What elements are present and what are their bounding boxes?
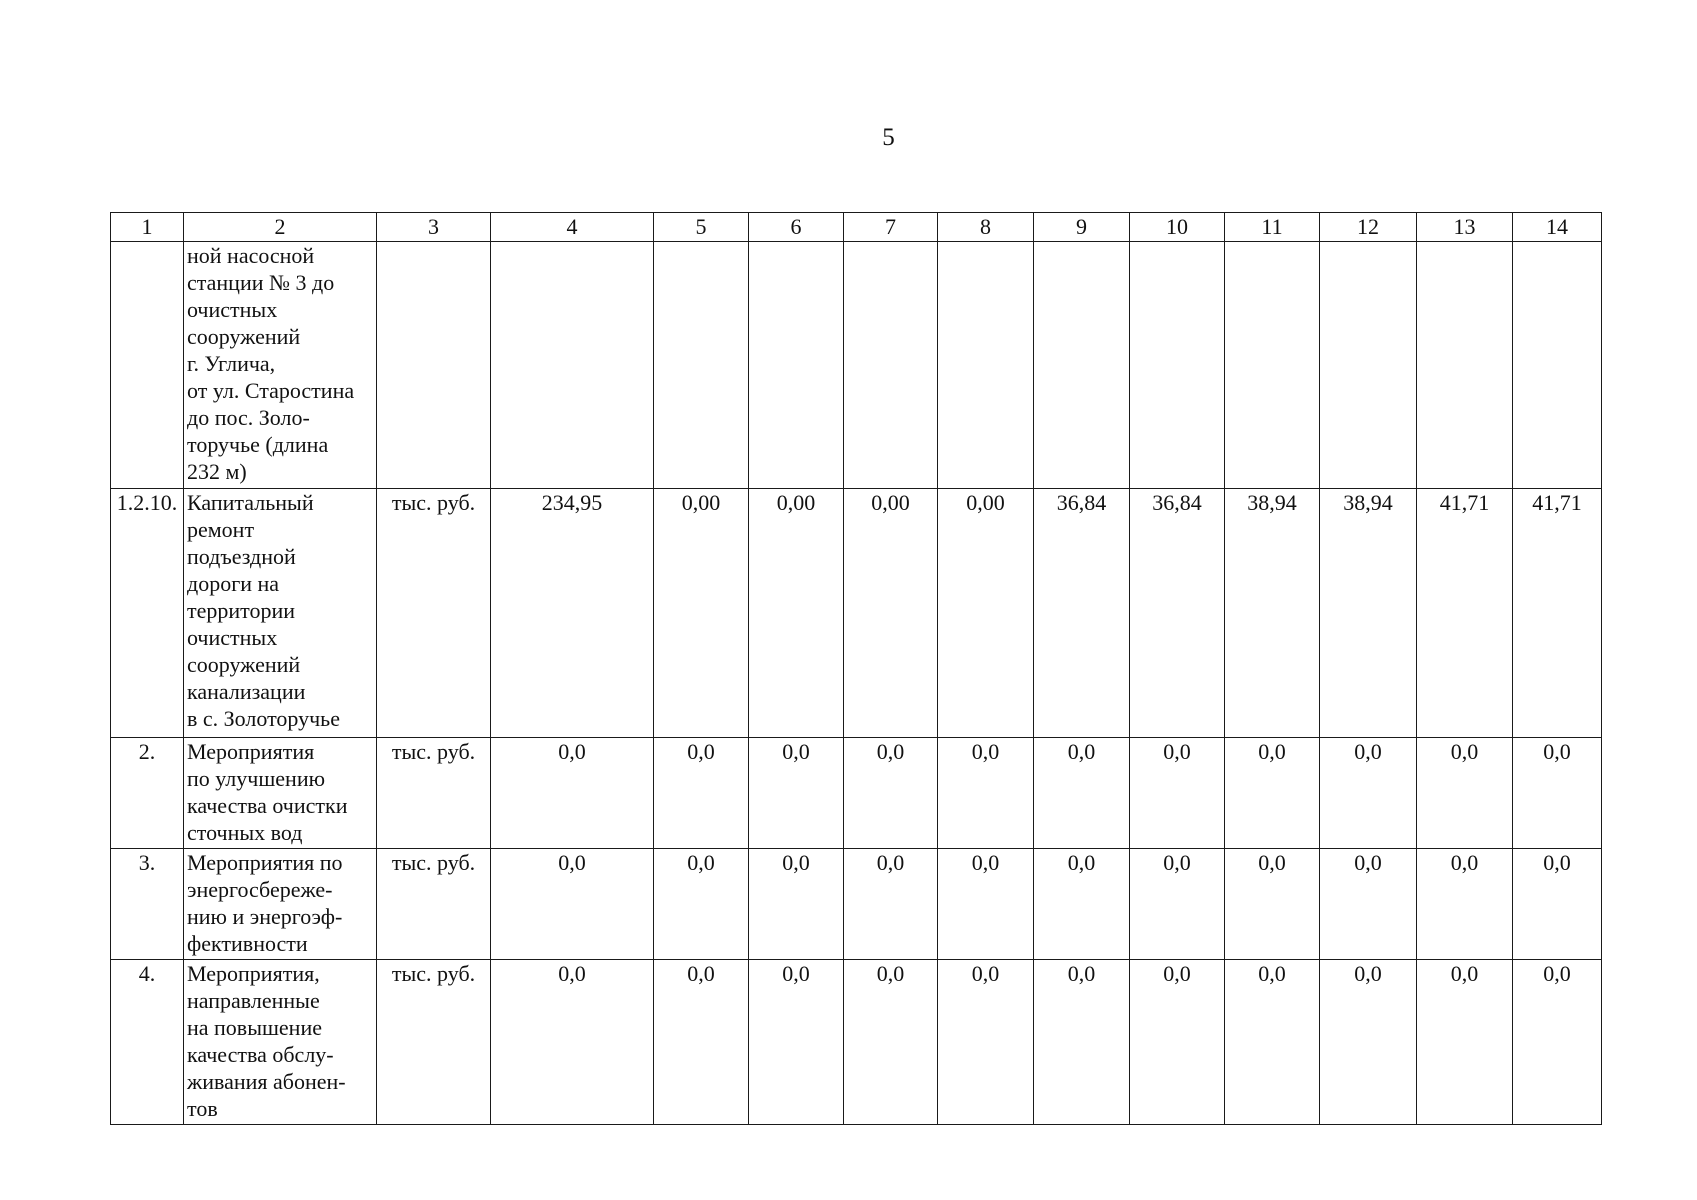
name-line: энергосбереже- [187, 877, 333, 902]
row-name [184, 489, 377, 738]
name-line: нию и энергоэф- [187, 904, 343, 929]
value-cell: 0,0 [654, 960, 749, 1125]
value-cell: 0,0 [844, 738, 938, 849]
value-cell: 0,0 [491, 738, 654, 849]
value-cell: 0,0 [749, 960, 844, 1125]
name-line: качества очистки [187, 793, 348, 818]
column-header: 9 [1034, 213, 1130, 242]
value-cell: 0,0 [1225, 738, 1320, 849]
value-cell: 0,0 [1320, 738, 1417, 849]
value-cell: 0,0 [844, 960, 938, 1125]
empty-cell [749, 242, 844, 489]
name-line: направленные [187, 988, 320, 1013]
value-cell: 0,0 [938, 960, 1034, 1125]
row-name [184, 242, 377, 489]
name-line: ной насосной [187, 243, 315, 268]
name-line: сооружений [187, 324, 301, 349]
empty-cell [938, 242, 1034, 489]
row-number [111, 242, 184, 489]
value-cell: 41,71 [1513, 489, 1602, 738]
value-cell: 0,00 [654, 489, 749, 738]
empty-cell [377, 242, 491, 489]
name-line: по улучшению [187, 766, 326, 791]
value-cell: 0,0 [1034, 738, 1130, 849]
row-unit: тыс. руб. [377, 849, 491, 960]
name-line: 232 м) [187, 459, 247, 484]
column-header: 8 [938, 213, 1034, 242]
empty-cell [1034, 242, 1130, 489]
column-header: 13 [1417, 213, 1513, 242]
empty-cell [1417, 242, 1513, 489]
row-unit: тыс. руб. [377, 960, 491, 1125]
row-number: 1.2.10. [111, 489, 184, 738]
value-cell: 0,0 [749, 738, 844, 849]
empty-cell [1513, 242, 1602, 489]
empty-cell [654, 242, 749, 489]
name-line: фективности [187, 931, 308, 956]
column-header: 12 [1320, 213, 1417, 242]
name-line: от ул. Старостина [187, 378, 355, 403]
name-line: на повышение [187, 1015, 322, 1040]
row-number: 3. [111, 849, 184, 960]
value-cell: 0,0 [1417, 738, 1513, 849]
name-line: в с. Золоторучье [187, 706, 340, 731]
value-cell: 38,94 [1320, 489, 1417, 738]
row-number: 4. [111, 960, 184, 1125]
row-number: 2. [111, 738, 184, 849]
column-header: 4 [491, 213, 654, 242]
name-line: качества обслу- [187, 1042, 334, 1067]
value-cell: 0,0 [749, 849, 844, 960]
value-cell: 0,0 [1320, 849, 1417, 960]
value-cell: 38,94 [1225, 489, 1320, 738]
value-cell: 0,0 [1513, 960, 1602, 1125]
value-cell: 0,0 [1225, 960, 1320, 1125]
value-cell: 0,0 [1320, 960, 1417, 1125]
column-header: 3 [377, 213, 491, 242]
column-header: 1 [111, 213, 184, 242]
name-line: ремонт [187, 517, 255, 542]
value-cell: 0,0 [1130, 849, 1225, 960]
value-cell: 0,0 [844, 849, 938, 960]
name-line: живания абонен- [187, 1069, 346, 1094]
value-cell: 0,0 [1513, 849, 1602, 960]
value-cell: 0,0 [654, 738, 749, 849]
row-unit: тыс. руб. [377, 738, 491, 849]
measures-table [110, 212, 1602, 1125]
name-line: Мероприятия, [187, 961, 320, 986]
row-unit: тыс. руб. [377, 489, 491, 738]
empty-cell [491, 242, 654, 489]
value-cell: 0,0 [654, 849, 749, 960]
empty-cell [1320, 242, 1417, 489]
table-header-row [111, 213, 1602, 242]
value-cell: 0,0 [938, 738, 1034, 849]
name-line: г. Углича, [187, 351, 276, 376]
value-cell: 0,0 [491, 849, 654, 960]
name-line: торучье (длина [187, 432, 329, 457]
value-cell: 36,84 [1130, 489, 1225, 738]
name-line: сооружений [187, 652, 301, 677]
name-line: территории [187, 598, 296, 623]
value-cell: 0,0 [1130, 738, 1225, 849]
value-cell: 0,00 [749, 489, 844, 738]
empty-cell [844, 242, 938, 489]
name-line: Капитальный [187, 490, 314, 515]
name-line: подъездной [187, 544, 296, 569]
name-line: канализации [187, 679, 306, 704]
name-line: Мероприятия по [187, 850, 343, 875]
column-header: 6 [749, 213, 844, 242]
value-cell: 0,0 [1130, 960, 1225, 1125]
value-cell: 0,0 [1417, 960, 1513, 1125]
name-line: Мероприятия [187, 739, 315, 764]
value-cell: 234,95 [491, 489, 654, 738]
name-line: очистных [187, 625, 278, 650]
name-line: станции № 3 до [187, 270, 335, 295]
table-row [111, 960, 1602, 1125]
value-cell: 0,0 [491, 960, 654, 1125]
value-cell: 0,0 [1034, 849, 1130, 960]
name-line: очистных [187, 297, 278, 322]
name-line: дороги на [187, 571, 280, 596]
value-cell: 0,0 [1417, 849, 1513, 960]
column-header: 7 [844, 213, 938, 242]
column-header: 10 [1130, 213, 1225, 242]
table-row [111, 849, 1602, 960]
name-line: до пос. Золо- [187, 405, 310, 430]
row-name [184, 738, 377, 849]
column-header: 5 [654, 213, 749, 242]
empty-cell [1130, 242, 1225, 489]
column-header: 2 [184, 213, 377, 242]
value-cell: 0,0 [938, 849, 1034, 960]
table-row-continuation [111, 242, 1602, 489]
name-line: сточных вод [187, 820, 303, 845]
value-cell: 0,00 [844, 489, 938, 738]
name-line: тов [187, 1096, 218, 1121]
table-row [111, 489, 1602, 738]
empty-cell [1225, 242, 1320, 489]
value-cell: 41,71 [1417, 489, 1513, 738]
column-header: 14 [1513, 213, 1602, 242]
value-cell: 36,84 [1034, 489, 1130, 738]
value-cell: 0,0 [1513, 738, 1602, 849]
table-row [111, 738, 1602, 849]
row-name [184, 960, 377, 1125]
value-cell: 0,00 [938, 489, 1034, 738]
column-header: 11 [1225, 213, 1320, 242]
page-number: 5 [882, 124, 895, 151]
row-name [184, 849, 377, 960]
value-cell: 0,0 [1034, 960, 1130, 1125]
value-cell: 0,0 [1225, 849, 1320, 960]
